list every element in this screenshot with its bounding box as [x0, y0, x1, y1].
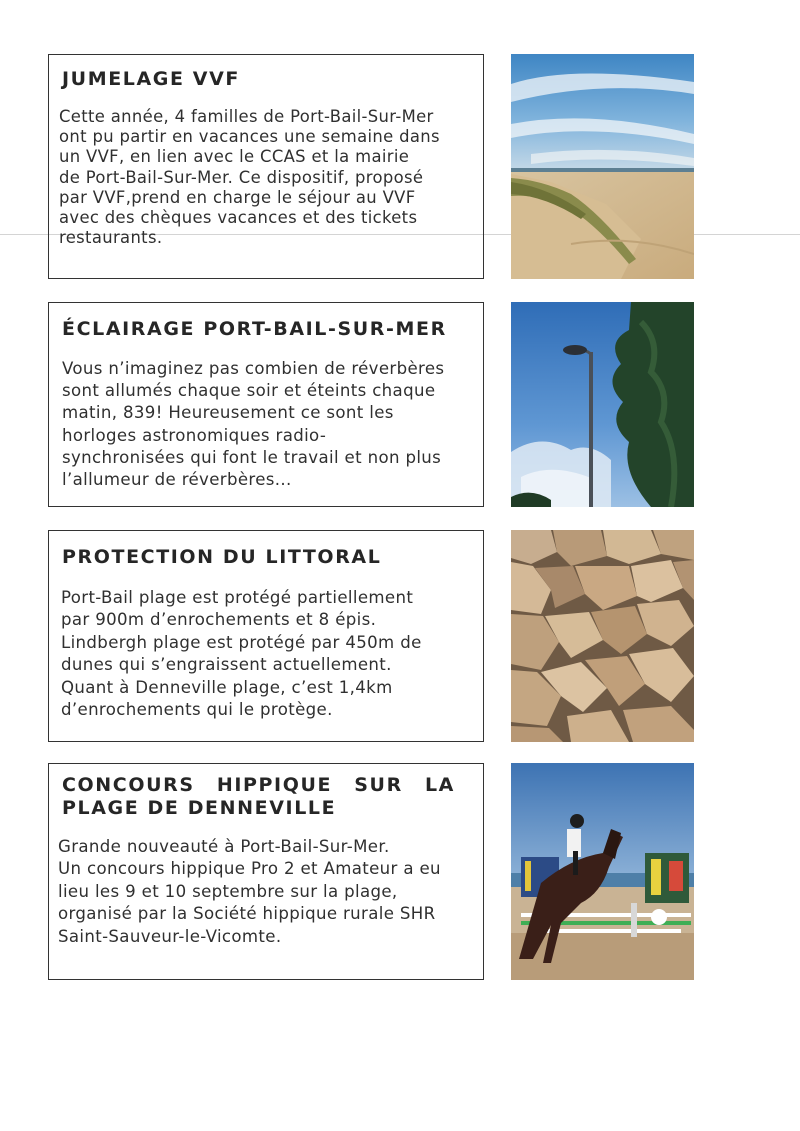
street-lamp-photo	[511, 302, 694, 507]
section-body	[59, 107, 477, 248]
body-line: Saint-Sauveur-le-Vicomte.	[58, 926, 282, 946]
body-line: un VVF, en lien avec le CCAS et la mairie	[59, 147, 410, 167]
body-line: Lindbergh plage est protégé par 450m de	[61, 632, 422, 652]
section-title: PROTECTION DU LITTORAL	[62, 546, 382, 568]
body-line: par VVF,prend en charge le séjour au VVF	[59, 187, 416, 207]
section-eclairage	[48, 302, 484, 507]
section-body	[61, 587, 477, 721]
body-line: Cette année, 4 familles de Port-Bail-Sur-Mer	[59, 107, 434, 126]
body-line: l’allumeur de réverbères...	[62, 470, 292, 490]
section-title: JUMELAGE VVF	[62, 68, 240, 90]
body-line: avec des chèques vacances et des tickets	[59, 208, 418, 228]
body-line: Un concours hippique Pro 2 et Amateur a eu	[58, 859, 441, 879]
section-title	[62, 774, 455, 820]
section-title: ÉCLAIRAGE PORT-BAIL-SUR-MER	[62, 318, 447, 340]
section-body	[62, 358, 477, 491]
body-line: organisé par la Société hippique rurale SHR	[58, 904, 436, 924]
body-line: par 900m d’enrochements et 8 épis.	[61, 610, 377, 630]
body-line: sont allumés chaque soir et éteints chaque	[62, 381, 436, 401]
body-line: lieu les 9 et 10 septembre sur la plage,	[58, 881, 398, 901]
body-line: Quant à Denneville plage, c’est 1,4km	[61, 677, 393, 697]
show-jumping-photo	[511, 763, 694, 980]
body-line: de Port-Bail-Sur-Mer. Ce dispositif, proposé	[59, 167, 424, 187]
section-title-line: CONCOURS HIPPIQUE SUR LA	[62, 774, 455, 796]
body-line: Port-Bail plage est protégé partiellement	[61, 588, 414, 607]
rock-revetment-photo	[511, 530, 694, 742]
section-jumelage-vvf	[48, 54, 484, 279]
body-line: matin, 839! Heureusement ce sont les	[62, 403, 394, 423]
body-line: dunes qui s’engraissent actuellement.	[61, 655, 392, 675]
body-line: synchronisées qui font le travail et non plus	[62, 447, 442, 467]
body-line: ont pu partir en vacances une semaine dans	[59, 127, 440, 147]
body-line: Vous n’imaginez pas combien de réverbères	[62, 359, 445, 378]
body-line: restaurants.	[59, 228, 163, 248]
section-title-line: PLAGE DE DENNEVILLE	[62, 797, 337, 819]
section-body	[58, 836, 477, 948]
section-protection-littoral	[48, 530, 484, 742]
body-line: d’enrochements qui le protège.	[61, 700, 333, 720]
beach-dunes-photo	[511, 54, 694, 279]
section-concours-hippique	[48, 763, 484, 980]
body-line: Grande nouveauté à Port-Bail-Sur-Mer.	[58, 837, 390, 856]
body-line: horloges astronomiques radio-	[62, 425, 327, 445]
